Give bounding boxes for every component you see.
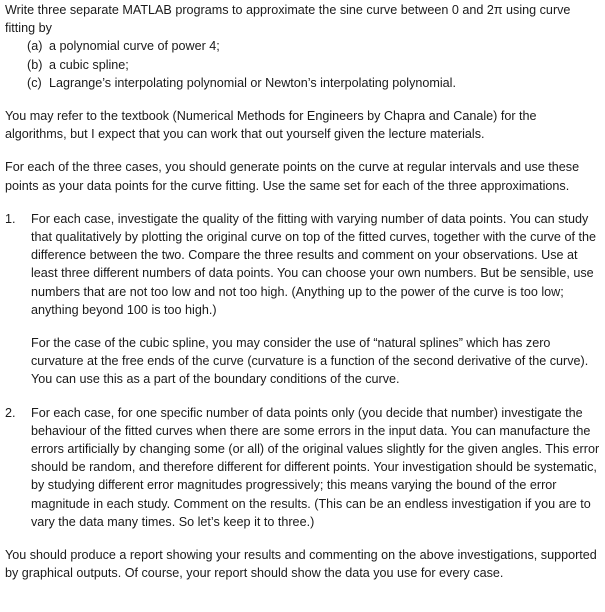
method-label: (c) xyxy=(27,75,42,90)
method-text: Lagrange’s interpolating polynomial or Newton’s interpolating polynomial. xyxy=(49,75,456,90)
points-paragraph: For each of the three cases, you should generate points on the curve at regular intervals and use these points as your data points for the curve fitting. Use the same set for each of the three approximations. xyxy=(5,160,580,193)
task-1 xyxy=(5,210,600,389)
task-1-paragraph-2: For the case of the cubic spline, you may consider the use of “natural splines” which has zero curvature at the free ends of the curve (curvature is a function of the second derivative of the curve). You can use this as a part of the boundary conditions of the curve. xyxy=(31,336,589,387)
task-number: 2. xyxy=(5,405,16,420)
method-item-a xyxy=(5,37,600,55)
reference-paragraph: You may refer to the textbook (Numerical Methods for Engineers by Chapra and Canale) for the algorithms, but I expect that you can work that out yourself given the lecture materials. xyxy=(5,109,537,142)
method-list xyxy=(5,37,600,92)
task-1-paragraph-1: For each case, investigate the quality of the fitting with varying number of data points. You can study that qualitatively by plotting the original curve on top of the fitted curves, together with the curve of the difference between the two. Compare the three results and comment on your observations. Use at least three different numbers of data points. You can choose your own numbers. But be sensible, use numbers that are not too low and not too high. (Anything up to the power of the curve is too low; anything beyond 100 is too high.) xyxy=(31,211,596,317)
method-item-b xyxy=(5,56,600,74)
method-label: (b) xyxy=(27,57,43,72)
task-2-paragraph-1: For each case, for one specific number of data points only (you decide that number) investigate the behaviour of the fitted curves when there are some errors in the input data. You can manufacture the errors artificially by changing some (or all) of the original values slightly for the given angles. This error should be random, and therefore different for different points. Your investigation should be systematic, by studying different error magnitudes progressively; this means varying the bound of the error magnitude in each study. Comment on the results. (This can be an endless investigation if you are to vary the data many times. So let’s keep it to three.) xyxy=(31,405,600,529)
method-label: (a) xyxy=(27,39,43,54)
task-2 xyxy=(5,404,600,531)
method-item-c xyxy=(5,74,600,92)
report-paragraph: You should produce a report showing your results and commenting on the above investigations, supported by graphical outputs. Of course, your report should show the data you use for every case. xyxy=(5,548,597,581)
task-number: 1. xyxy=(5,211,16,226)
method-text: a cubic spline; xyxy=(49,57,129,72)
intro-text: Write three separate MATLAB programs to approximate the sine curve between 0 and 2π using curve fitting by xyxy=(5,3,571,36)
method-text: a polynomial curve of power 4; xyxy=(49,39,220,54)
